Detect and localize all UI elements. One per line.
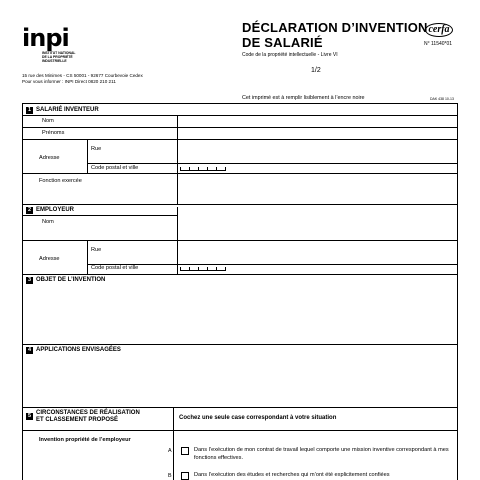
inpi-logo-text: inpi [22, 24, 69, 52]
salarie-nom-label: Nom [42, 118, 54, 124]
inpi-logo-subtitle [42, 51, 92, 63]
section-number: 2 [27, 207, 32, 213]
salarie-adresse-label: Adresse [39, 155, 60, 161]
logo-sub-line: DE LA PROPRIÉTÉ [42, 55, 73, 59]
divider [87, 264, 457, 265]
option-a-text: Dans l’exécution de mon contrat de travail lequel comporte une mission inventive correspondant à mes fonctions effectives. [194, 447, 449, 461]
section-5-header [26, 410, 140, 424]
option-a-checkbox[interactable] [181, 447, 189, 455]
title-line: DÉCLARATION D’INVENTION [242, 20, 428, 35]
divider [23, 344, 457, 345]
option-b-checkbox[interactable] [181, 472, 189, 480]
section-number: 3 [27, 277, 32, 283]
section-4-header [26, 347, 121, 354]
section-title-line: ET CLASSEMENT PROPOSÉ [36, 417, 119, 423]
section-number: 4 [27, 347, 32, 353]
title-line: DE SALARIÉ [242, 35, 323, 50]
employeur-rue-label: Rue [91, 247, 102, 253]
cerfa-logo: cerfa [425, 23, 453, 37]
divider [23, 407, 457, 408]
employeur-nom-label: Nom [42, 219, 54, 225]
option-b-text: Dans l’exécution des études et recherches qui m’ont été explicitement confiées [194, 472, 390, 478]
salarie-rue-label: Rue [91, 146, 102, 152]
divider [23, 215, 177, 216]
salarie-fonction-label: Fonction exercée [39, 178, 82, 184]
page-number: 1/2 [311, 67, 321, 74]
logo-sub-line: INSTITUT NATIONAL [42, 51, 76, 55]
section-title-line: CIRCONSTANCES DE RÉALISATION [36, 410, 140, 416]
section-title: OBJET DE L’INVENTION [36, 277, 106, 283]
divider [23, 430, 457, 431]
fill-instruction: Cet imprimé est à remplir lisiblement à l’encre noire [242, 95, 365, 101]
employeur-adresse-label: Adresse [39, 256, 60, 262]
divider [23, 173, 457, 174]
section-2-header [26, 207, 74, 214]
divider [23, 139, 457, 140]
divider [23, 204, 457, 205]
column-divider [87, 139, 88, 173]
column-divider [177, 115, 178, 204]
divider [23, 274, 457, 275]
cerfa-number: N° 11540*01 [424, 41, 453, 47]
section-5-instruction: Cochez une seule case correspondant à votre situation [179, 415, 337, 421]
employeur-cp-label: Code postal et ville [91, 265, 139, 271]
column-divider [177, 207, 178, 274]
address-line: 15 rue des Minimes - CS 50001 - 92677 Courbevoie Cedex [22, 73, 143, 78]
inpi-logo [22, 26, 92, 66]
section-title: APPLICATIONS ENVISAGÉES [36, 347, 121, 353]
document-title [242, 20, 428, 50]
inpi-address [22, 73, 143, 85]
section-5-subheading: Invention propriété de l’employeur [39, 437, 131, 443]
declaration-form [22, 103, 458, 480]
section-title: SALARIÉ INVENTEUR [36, 107, 99, 113]
salarie-postal-code-field[interactable] [180, 166, 226, 171]
section-3-header [26, 277, 105, 284]
logo-sub-line: INDUSTRIELLE [42, 59, 67, 63]
section-1-header [26, 107, 99, 114]
section-number: 5 [27, 413, 32, 419]
option-a-letter: A [168, 448, 172, 454]
document-subtitle: Code de la propriété intellectuelle - Livre VI [242, 52, 338, 58]
section-title [36, 410, 140, 424]
divider [23, 127, 457, 128]
form-reference: DAK 438 10-13 [430, 97, 454, 101]
section-title: EMPLOYEUR [36, 207, 75, 213]
column-divider [87, 240, 88, 274]
salarie-prenoms-label: Prénoms [42, 130, 65, 136]
divider [23, 240, 457, 241]
divider [23, 115, 457, 116]
salarie-cp-label: Code postal et ville [91, 165, 139, 171]
section-number: 1 [27, 107, 32, 113]
divider [87, 163, 457, 164]
address-line: Pour vous informer : INPI Direct 0820 210 211 [22, 79, 116, 84]
column-divider [173, 407, 174, 480]
employeur-postal-code-field[interactable] [180, 266, 226, 271]
option-b-letter: B [168, 473, 172, 479]
